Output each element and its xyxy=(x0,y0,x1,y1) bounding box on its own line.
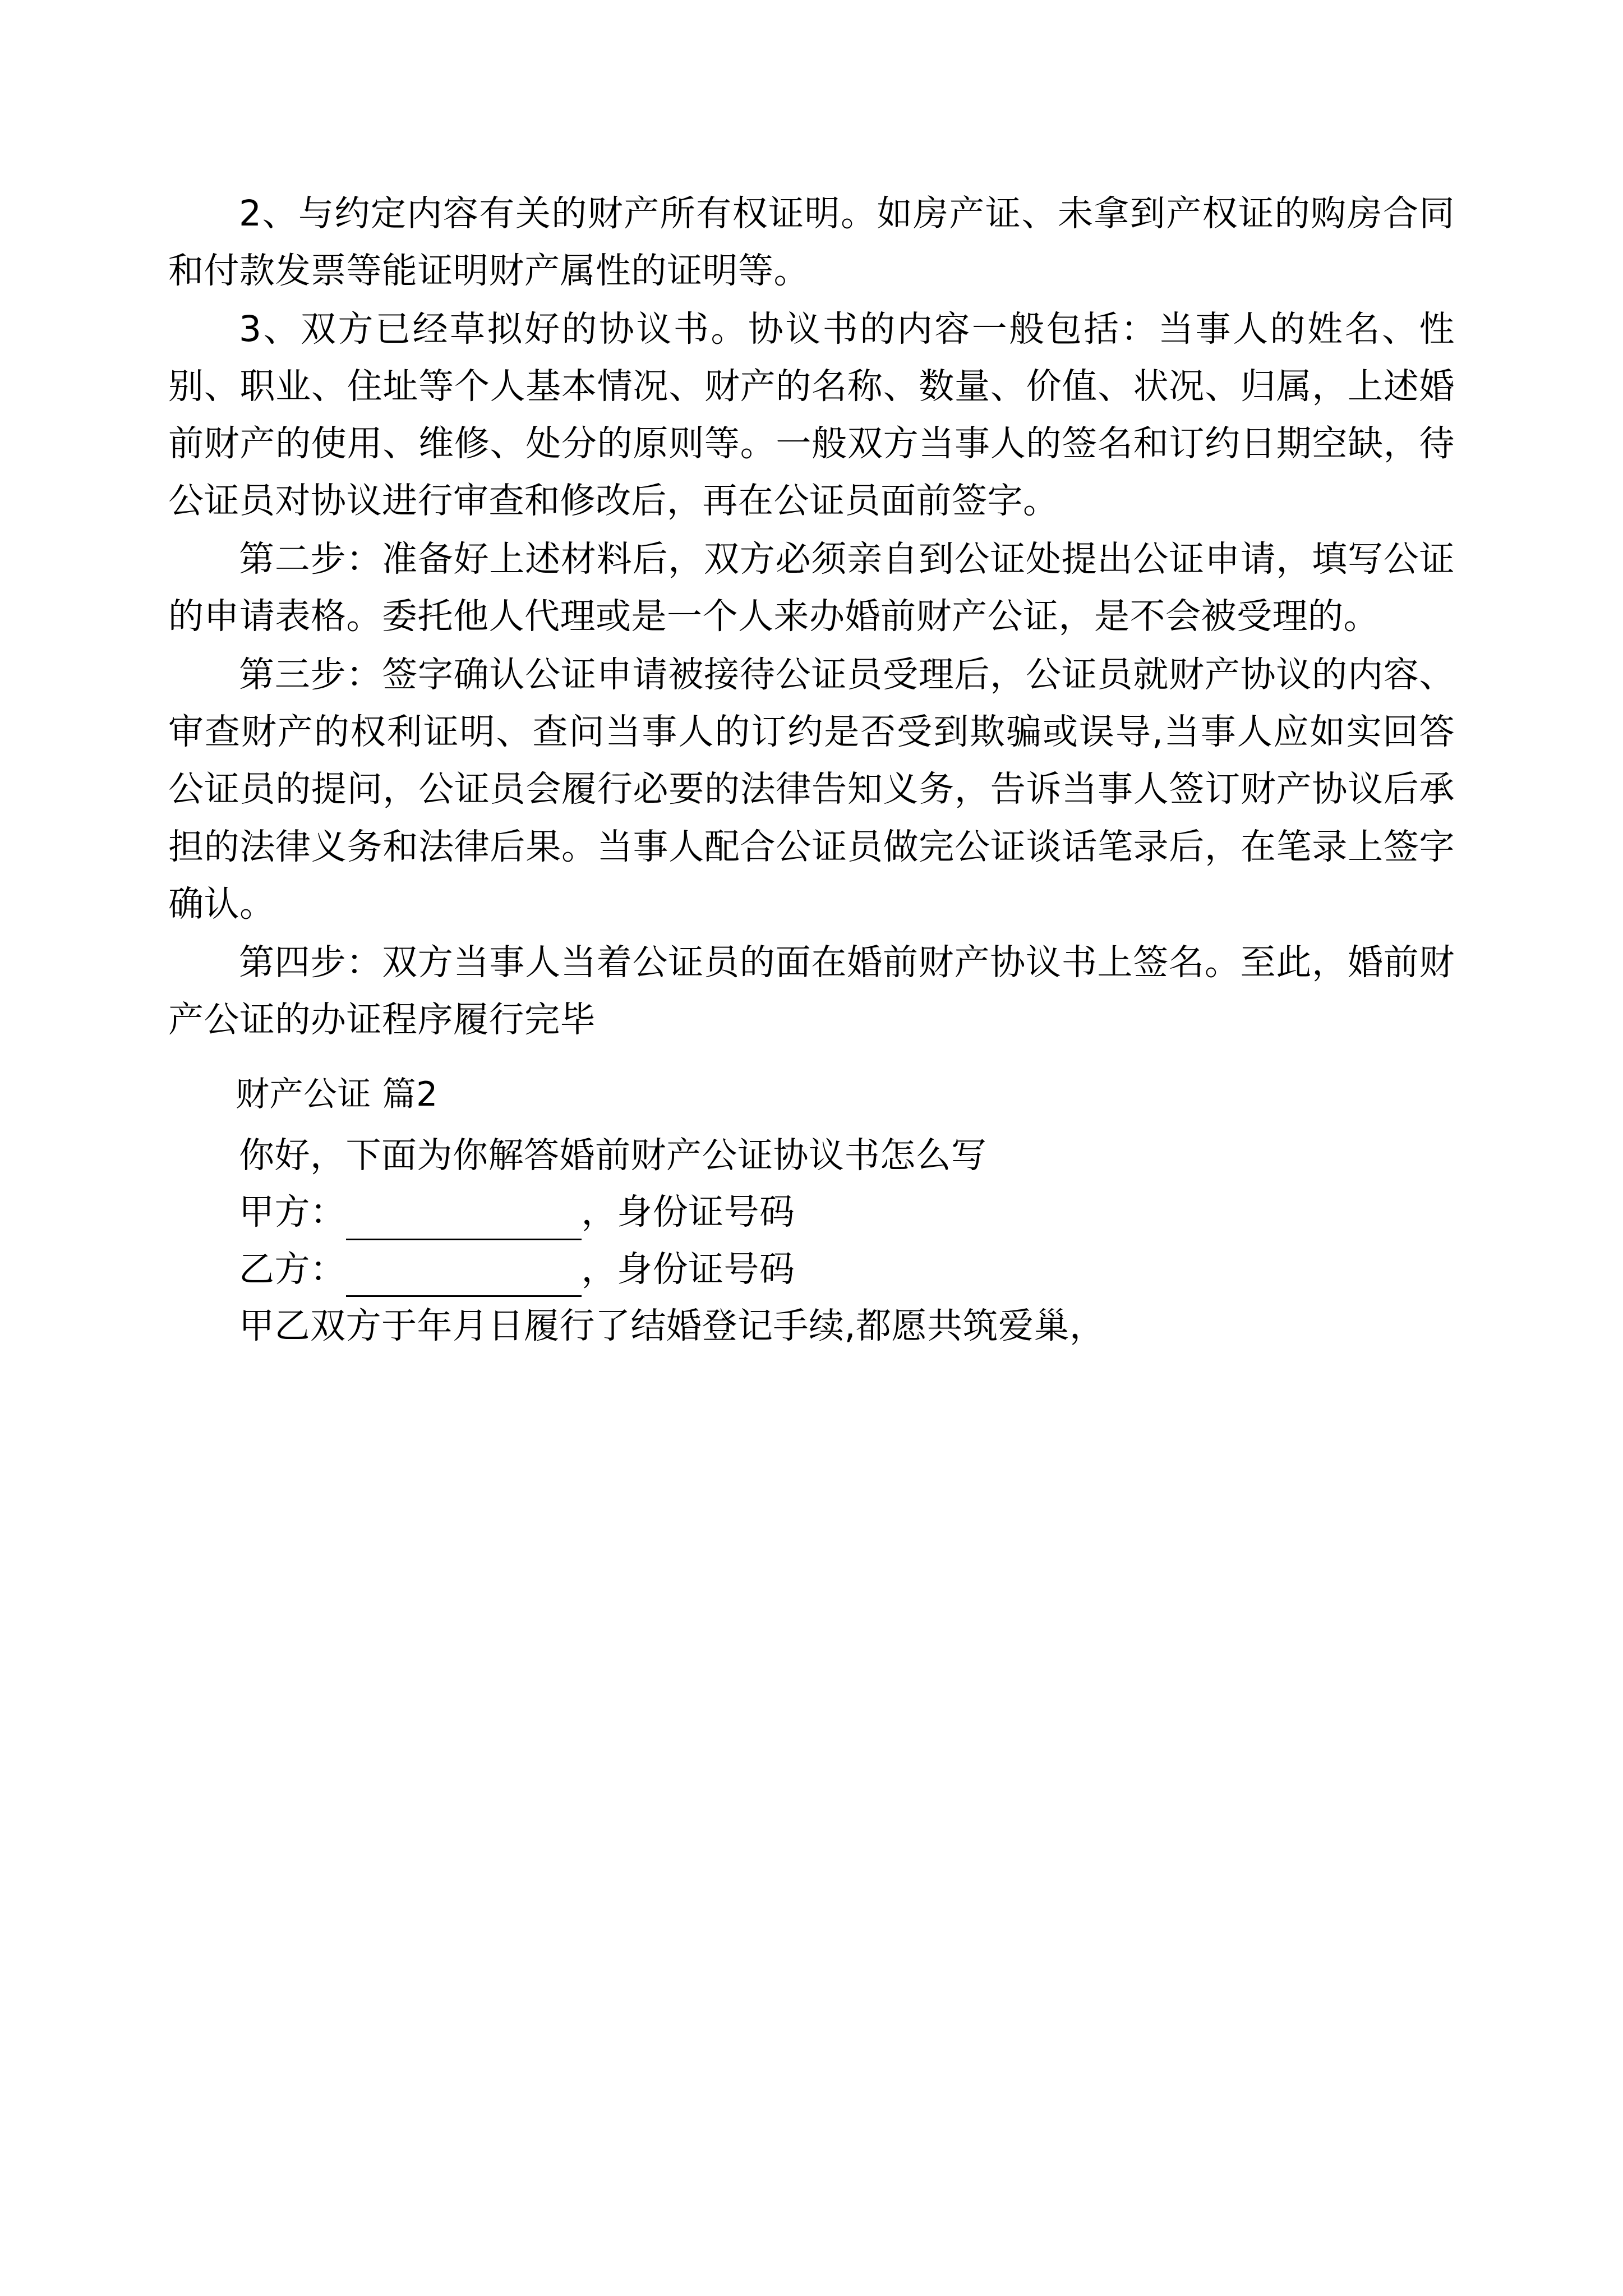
party-b-blank xyxy=(346,1264,582,1297)
section-heading: 财产公证 篇2 xyxy=(236,1074,438,1114)
paragraph-step-2: 第二步：准备好上述材料后，双方必须亲自到公证处提出公证申请，填写公证的申请表格。委托他人代理或是一个人来办婚前财产公证，是不会被受理的。 xyxy=(168,539,1455,637)
paragraph-item-3: 3、双方已经草拟好的协议书。协议书的内容一般包括：当事人的姓名、性别、职业、住址等个人基本情况、财产的名称、数量、价值、状况、归属，上述婚前财产的使用、维修、处分的原则等。一般双方当事人的签名和订约日期空缺，待公证员对协议进行审查和修改后，再在公证员面前签字。 xyxy=(168,309,1455,522)
paragraph-step-4: 第四步：双方当事人当着公证员的面在婚前财产协议书上签名。至此，婚前财产公证的办证程序履行完毕 xyxy=(168,941,1455,1040)
paragraph-step-3: 第三步：签字确认公证申请被接待公证员受理后，公证员就财产协议的内容、审查财产的权利证明、查问当事人的订约是否受到欺骗或误导,当事人应如实回答公证员的提问，公证员会履行必要的法律告知义务，告诉当事人签订财产协议后承担的法律义务和法律后果。当事人配合公证员做完公证谈话笔录后，在笔录上签字确认。 xyxy=(168,654,1455,924)
party-a-line xyxy=(168,1184,1455,1240)
party-b-label: 乙方： xyxy=(239,1248,346,1290)
paragraph-item-2: 2、与约定内容有关的财产所有权证明。如房产证、未拿到产权证的购房合同和付款发票等能证明财产属性的证明等。 xyxy=(168,193,1455,292)
party-a-label: 甲方： xyxy=(239,1191,346,1233)
paragraph-intro: 你好，下面为你解答婚前财产公证协议书怎么写 xyxy=(239,1134,987,1176)
party-b-id-label: ，身份证号码 xyxy=(581,1248,795,1290)
paragraph-closing: 甲乙双方于年月日履行了结婚登记手续,都愿共筑爱巢， xyxy=(239,1305,1105,1347)
document-body xyxy=(168,185,1455,1354)
party-b-line xyxy=(168,1241,1455,1297)
party-a-blank xyxy=(346,1207,582,1240)
party-a-id-label: ，身份证号码 xyxy=(581,1191,795,1233)
